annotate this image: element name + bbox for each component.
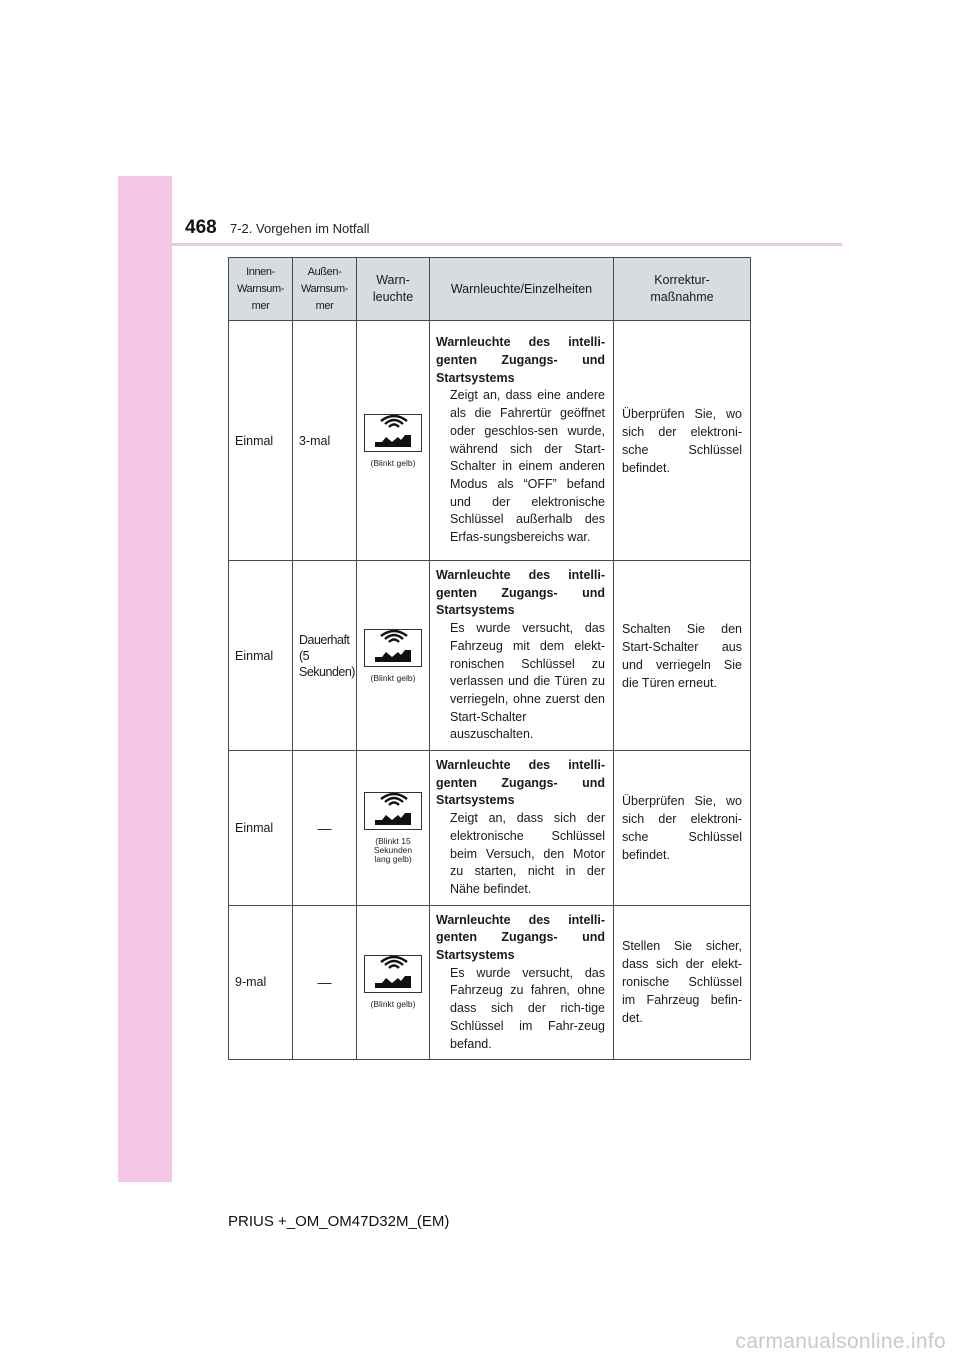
col-header-warning-light [357,258,430,321]
warning-light-cell [357,561,430,751]
col-header-label: Warn- leuchte [372,273,414,304]
action-cell: Überprüfen Sie, wo sich der elektroni-sche Schlüssel befindet. [614,321,751,561]
warning-light-cell [357,751,430,906]
smart-key-warning-icon [364,414,422,452]
col-header-outer-buzzer [293,258,357,321]
inner-buzzer-cell: 9-mal [229,905,293,1060]
action-cell: Stellen Sie sicher, dass sich der elekt-ronische Schlüssel im Fahrzeug befin-det. [614,905,751,1060]
dash-mark: — [317,819,332,836]
detail-body: Zeigt an, dass eine andere als die Fahrertür geöffnet oder geschlos-sen wurde, während sich der Start-Schalter in einem anderen Modus als “OFF” befand und der elektronische Schlüssel außerhalb des Erfas-sungsbereichs war. [450,388,605,545]
smart-key-warning-icon [364,955,422,993]
table-row [229,561,751,751]
inner-buzzer-cell: Einmal [229,321,293,561]
page-number: 468 [185,217,217,238]
detail-cell [430,561,614,751]
smart-key-warning-icon [364,629,422,667]
warning-light-cell [357,321,430,561]
outer-buzzer-cell [293,905,357,1060]
dash-mark: — [317,974,332,991]
col-header-label: Außen- Warnsum- mer [300,265,349,312]
detail-title: Warnleuchte des intelli-genten Zugangs- und Startsystems [436,758,605,808]
inner-buzzer-cell: Einmal [229,751,293,906]
icon-caption: (Blinkt 15 Sekunden lang gelb) [373,835,413,864]
detail-cell [430,751,614,906]
detail-body: Zeigt an, dass sich der elektronische Schlüssel beim Versuch, den Motor zu starten, nicht in der Nähe befindet. [450,811,605,896]
icon-caption: (Blinkt gelb) [370,457,416,468]
table-row [229,321,751,561]
watermark-text: carmanualsonline.info [735,1330,946,1353]
detail-body: Es wurde versucht, das Fahrzeug zu fahren, ohne dass sich der rich-tige Schlüssel im Fahr-zeug befand. [450,965,605,1051]
section-title: 7-2. Vorgehen im Notfall [230,221,370,236]
action-cell: Überprüfen Sie, wo sich der elektroni-sche Schlüssel befindet. [614,751,751,906]
col-header-label: Korrektur- maßnahme [650,273,714,304]
outer-buzzer-cell [293,751,357,906]
warning-table [228,257,751,1060]
detail-cell [430,905,614,1060]
footer-model-code: PRIUS +_OM_OM47D32M_(EM) [228,1213,450,1230]
header-divider [118,243,842,246]
icon-caption: (Blinkt gelb) [370,672,416,683]
table-row [229,751,751,906]
smart-key-warning-icon [364,792,422,830]
outer-buzzer-cell: 3-mal [293,321,357,561]
detail-title: Warnleuchte des intelli-genten Zugangs- und Startsystems [436,335,605,385]
col-header-inner-buzzer [229,258,293,321]
col-header-details [430,258,614,321]
table-header-row [229,258,751,321]
col-header-label: Warnleuchte/Einzelheiten [450,281,593,296]
side-color-band [118,176,172,1182]
col-header-action [614,258,751,321]
icon-caption: (Blinkt gelb) [370,999,416,1010]
action-cell: Schalten Sie den Start-Schalter aus und verriegeln Sie die Türen erneut. [614,561,751,751]
detail-cell [430,321,614,561]
detail-title: Warnleuchte des intelli-genten Zugangs- und Startsystems [436,568,605,618]
col-header-label: Innen- Warnsum- mer [236,265,285,312]
outer-buzzer-cell: Dauerhaft (5 Sekunden) [293,561,357,751]
detail-body: Es wurde versucht, das Fahrzeug mit dem elekt-ronischen Schlüssel zu verlassen und die Türen zu verriegeln, ohne zuerst den Start-Schalter auszuschalten. [450,621,605,742]
inner-buzzer-cell: Einmal [229,561,293,751]
warning-light-cell [357,905,430,1060]
detail-title: Warnleuchte des intelli-genten Zugangs- und Startsystems [436,912,605,963]
table-row [229,905,751,1060]
